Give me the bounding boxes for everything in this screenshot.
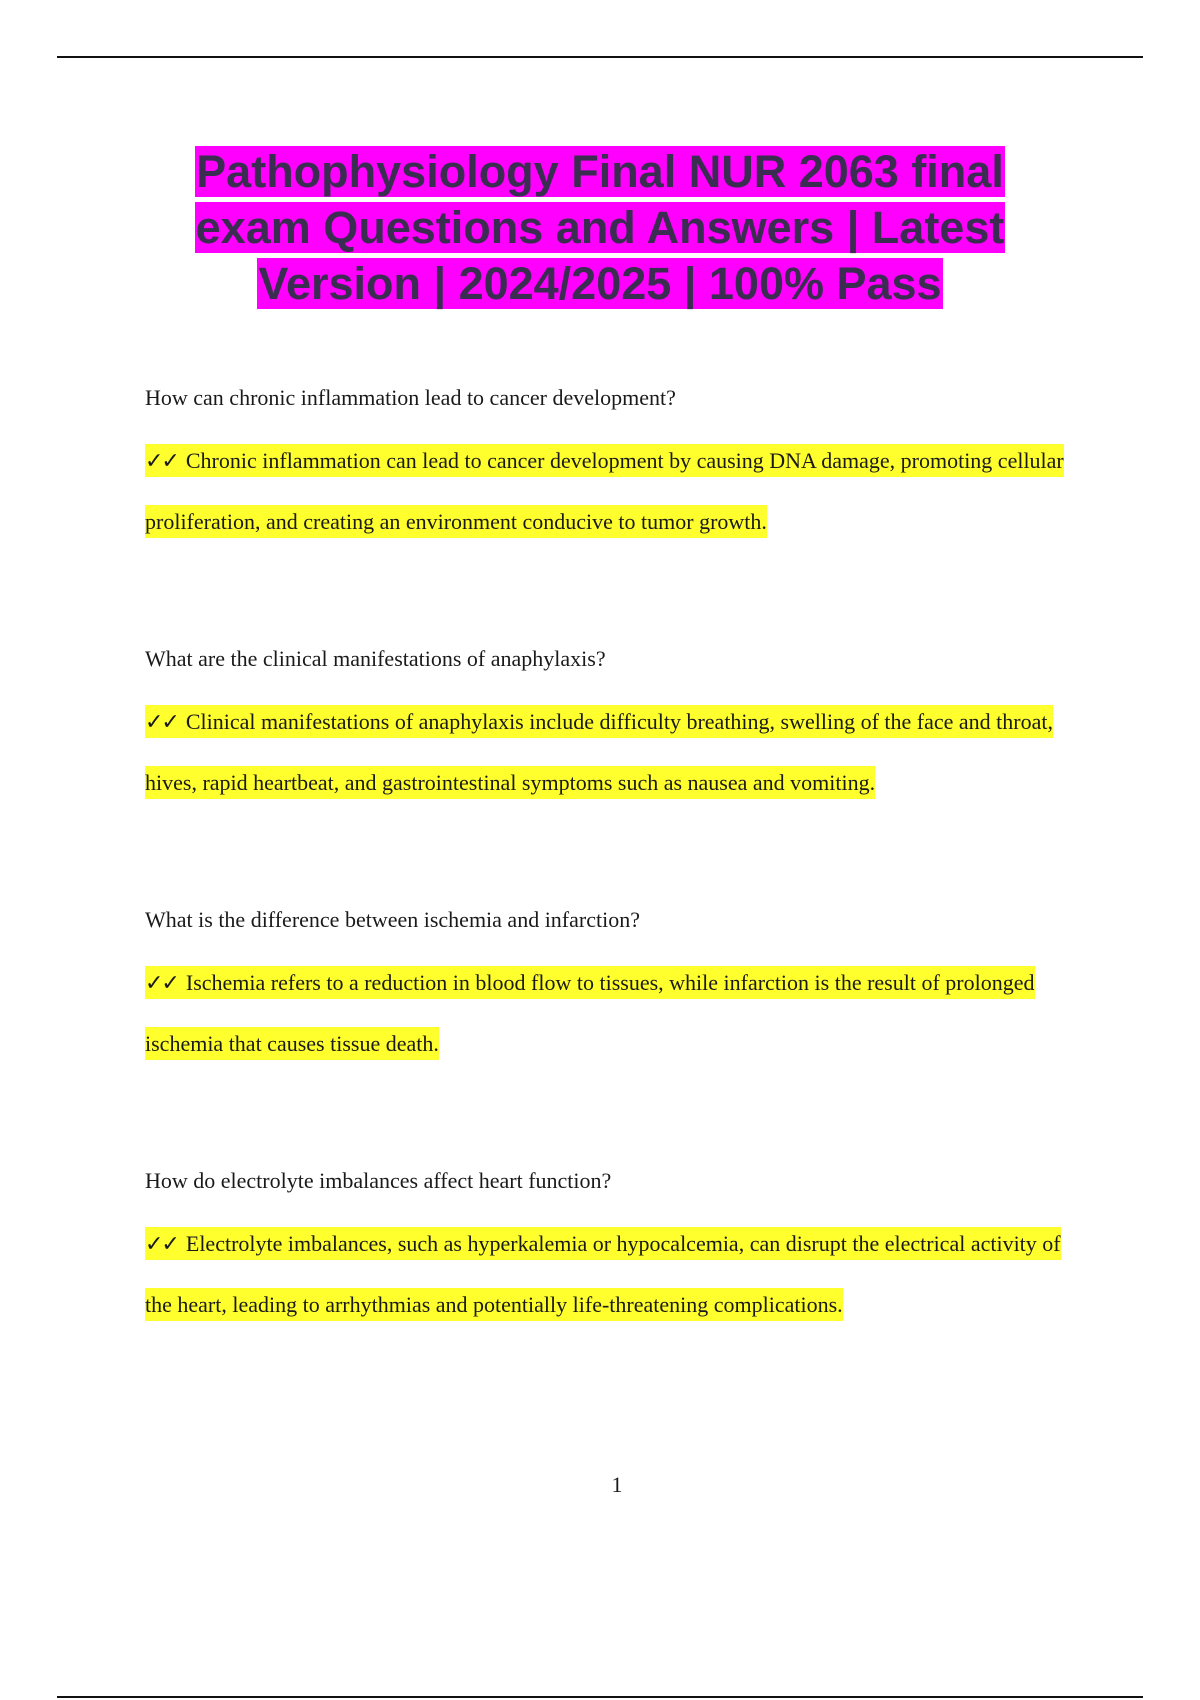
double-check-icon: ✓✓ (145, 710, 178, 735)
document-title (150, 144, 1050, 312)
qa-list (145, 378, 1085, 1335)
answer-text (145, 431, 1085, 552)
answer-body: Ischemia refers to a reduction in blood flow to tissues, while infarction is the result of prolonged ischemia that causes tissue death. (145, 970, 1035, 1056)
qa-item (145, 900, 1085, 1074)
answer-text (145, 953, 1085, 1074)
bottom-rule (57, 1696, 1143, 1698)
answer-text (145, 692, 1085, 813)
page-number: 1 (611, 1472, 623, 1497)
title-line-1: Pathophysiology Final NUR 2063 final (196, 146, 1004, 197)
double-check-icon: ✓✓ (145, 971, 178, 996)
question-text: How can chronic inflammation lead to cancer development? (145, 385, 676, 410)
question-text: How do electrolyte imbalances affect heart function? (145, 1168, 612, 1193)
question-text: What is the difference between ischemia and infarction? (145, 907, 640, 932)
answer-body: Chronic inflammation can lead to cancer development by causing DNA damage, promoting cellular proliferation, and creating an environment conducive to tumor growth. (145, 448, 1064, 534)
double-check-icon: ✓✓ (145, 449, 178, 474)
title-text (150, 144, 1050, 312)
answer-body: Clinical manifestations of anaphylaxis include difficulty breathing, swelling of the face and throat, hives, rapid heartbeat, and gastrointestinal symptoms such as nausea and vomiting. (145, 709, 1053, 795)
double-check-icon: ✓✓ (145, 1232, 178, 1257)
qa-item (145, 1161, 1085, 1335)
title-line-3: Version | 2024/2025 | 100% Pass (258, 258, 942, 309)
answer-text (145, 1214, 1085, 1335)
top-rule (57, 56, 1143, 58)
question-text: What are the clinical manifestations of anaphylaxis? (145, 646, 606, 671)
answer-body: Electrolyte imbalances, such as hyperkalemia or hypocalcemia, can disrupt the electrical activity of the heart, leading to arrhythmias and potentially life-threatening complications. (145, 1231, 1061, 1317)
title-line-2: exam Questions and Answers | Latest (195, 202, 1005, 253)
qa-item (145, 378, 1085, 552)
qa-item (145, 639, 1085, 813)
